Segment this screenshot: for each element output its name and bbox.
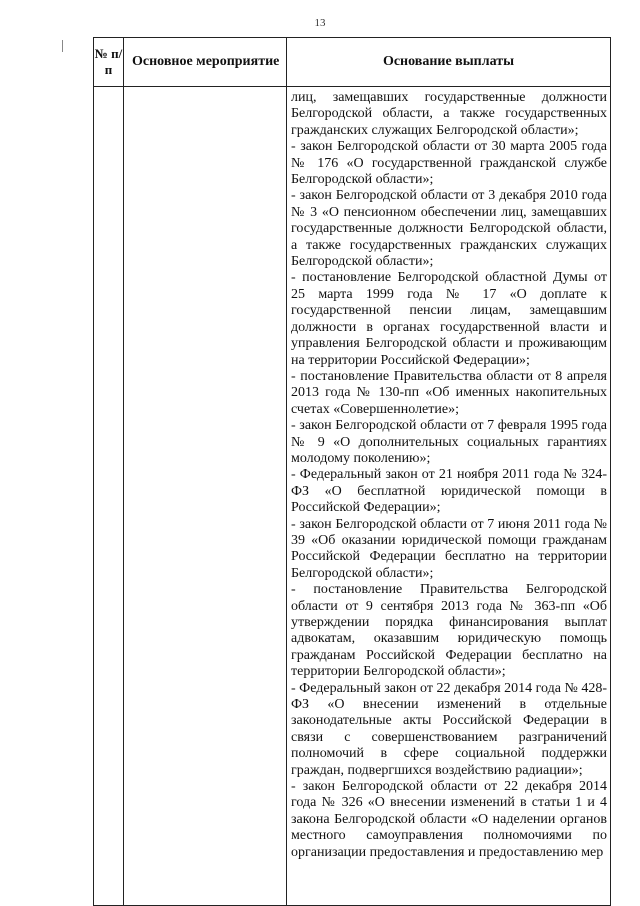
basis-paragraph: - закон Белгородской области от 30 марта 2005 года № 176 «О государственной гражданской службе Белгородской области»; (291, 139, 607, 188)
basis-paragraph: - Федеральный закон от 21 ноября 2011 года № 324-ФЗ «О бесплатной юридической помощи в Российской Федерации»; (291, 467, 607, 516)
header-activity: Основное мероприятие (124, 38, 287, 87)
basis-paragraph: - закон Белгородской области от 7 февраля 1995 года № 9 «О дополнительных социальных гарантиях молодому поколению»; (291, 418, 607, 466)
basis-paragraph: - закон Белгородской области от 3 декабря 2010 года № 3 «О пенсионном обеспечении лиц, замещавших государственные должности Белгородской области, а также государственных гражданских служащих Белгородской области»; (291, 188, 607, 270)
margin-mark (62, 40, 63, 52)
header-basis: Основание выплаты (287, 38, 611, 87)
basis-paragraph: - закон Белгородской области от 7 июня 2011 года № 39 «Об оказании юридической помощи гражданам Российской Федерации бесплатно на территории Белгородской области»; (291, 516, 607, 581)
row-basis-cell (287, 87, 611, 906)
row-activity-cell (124, 87, 287, 906)
basis-paragraph: - постановление Правительства области от 8 апреля 2013 года № 130-пп «Об именных накопительных счетах «Совершеннолетие»; (291, 368, 607, 417)
header-number: № п/п (94, 38, 124, 87)
document-table (93, 37, 611, 906)
basis-paragraph: - постановление Правительства Белгородской области от 9 сентября 2013 года № 363-пп «Об утверждении порядка финансирования выплат адвокатам, оказавшим юридическую помощь гражданам Российской Федерации бесплатно на территории Белгородской области»; (291, 582, 607, 680)
row-number-cell (94, 87, 124, 906)
table-row (94, 87, 611, 906)
basis-paragraph: - закон Белгородской области от 22 декабря 2014 года № 326 «О внесении изменений в статьи 1 и 4 закона Белгородской области «О наделении органов местного самоуправления полномочиями по организации предоставления и предоставлению мер (291, 779, 607, 860)
basis-paragraph: лиц, замещавших государственные должности Белгородской области, а также государственных гражданских служащих Белгородской области»; (291, 90, 607, 138)
page-number: 13 (314, 17, 326, 29)
basis-paragraph: - постановление Белгородской областной Думы от 25 марта 1999 года № 17 «О доплате к государственной пенсии лицам, замещавшим должности в органах государственной власти и управления Белгородской области и проживающим на территории Российской Федерации»; (291, 270, 607, 368)
basis-text (287, 87, 610, 861)
basis-paragraph: - Федеральный закон от 22 декабря 2014 года № 428-ФЗ «О внесении изменений в отдельные законодательные акты Российской Федерации в связи с совершенствованием разграничений полномочий в сфере социальной поддержки граждан, подвергшихся воздействию радиации»; (291, 680, 607, 778)
table-header-row (94, 38, 611, 87)
